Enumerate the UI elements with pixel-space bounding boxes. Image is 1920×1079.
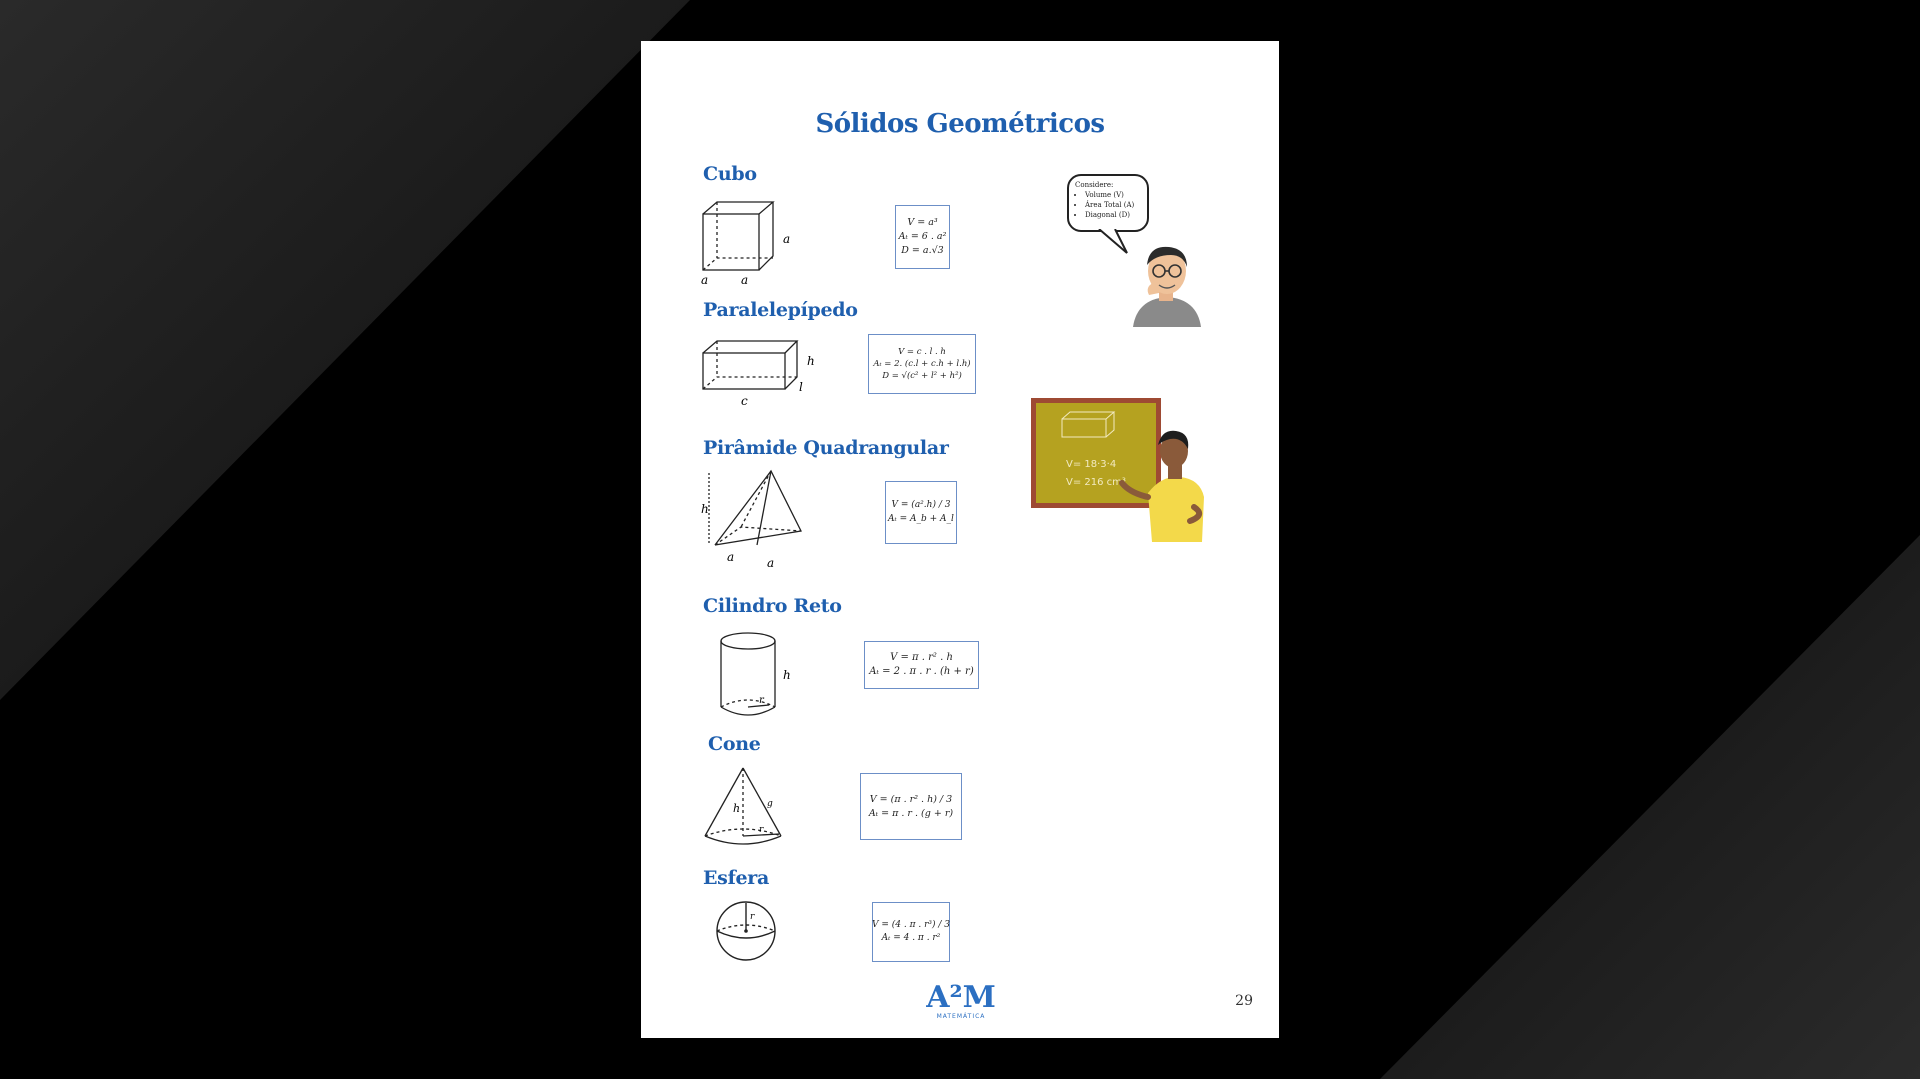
formula-box-paralelepipedo (868, 334, 976, 394)
parallelepiped-figure (701, 335, 821, 407)
parallelepiped-label-h: h (807, 354, 815, 368)
cylinder-figure (719, 631, 799, 721)
formula-box-cubo (895, 205, 950, 269)
pyramid-label-a-right: a (767, 556, 775, 570)
cube-label-a-bottom: a (741, 273, 749, 286)
pyramid-label-h: h (701, 502, 709, 516)
formula-cubo-diagonal: D = a.√3 (901, 244, 944, 256)
section-heading-cilindro: Cilindro Reto (703, 595, 842, 617)
cube-figure (699, 196, 799, 286)
bubble-item-volume: • Volume (V) (1085, 190, 1141, 200)
speech-bubble (1067, 174, 1149, 232)
formula-box-esfera (872, 902, 950, 962)
bubble-item-area: • Área Total (A) (1085, 200, 1141, 210)
formula-cone-area: Aₜ = π . r . (g + r) (868, 807, 954, 819)
cone-label-r: r (759, 825, 764, 835)
cone-label-g: g (767, 799, 773, 809)
cone-label-h: h (733, 802, 741, 815)
bubble-heading: Considere: (1075, 181, 1114, 189)
formula-paralelepipedo-volume: V = c . l . h (898, 346, 946, 357)
chalkboard-teacher-illustration (1030, 397, 1216, 542)
cone-figure (703, 766, 793, 852)
cylinder-label-h: h (783, 668, 791, 682)
cube-label-a-right: a (783, 232, 791, 246)
formula-box-cilindro (864, 641, 979, 689)
sphere-label-r: r (750, 912, 755, 922)
formula-piramide-volume: V = (a².h) / 3 (891, 500, 951, 511)
document-page (641, 41, 1279, 1038)
formula-box-piramide (885, 481, 957, 544)
logo-subtitle: MATEMÁTICA (936, 1013, 986, 1019)
a2m-logo (923, 977, 999, 1019)
parallelepiped-label-l: l (799, 380, 803, 394)
section-heading-cubo: Cubo (703, 163, 757, 185)
formula-cilindro-volume: V = π . r² . h (890, 651, 953, 663)
cube-label-a-left: a (701, 273, 709, 286)
chalkboard-line-2: V= 216 cm³ (1066, 477, 1126, 488)
formula-piramide-area: Aₜ = A_b + A_l (888, 513, 954, 524)
parallelepiped-label-c: c (741, 394, 748, 407)
thinking-man-illustration (1127, 241, 1207, 327)
formula-paralelepipedo-area: Aₜ = 2. (c.l + c.h + l.h) (873, 358, 971, 369)
section-heading-paralelepipedo: Paralelepípedo (703, 299, 858, 321)
cylinder-label-r: r (759, 695, 764, 706)
formula-esfera-volume: V = (4 . π . r³) / 3 (872, 919, 950, 930)
formula-cubo-area: Aₜ = 6 . a² (898, 231, 947, 243)
chalkboard-line-1: V= 18·3·4 (1066, 459, 1117, 470)
formula-box-cone (860, 773, 962, 840)
formula-cilindro-area: Aₜ = 2 . π . r . (h + r) (869, 666, 974, 677)
pyramid-figure (701, 469, 821, 573)
formula-cone-volume: V = (π . r² . h) / 3 (869, 793, 953, 805)
formula-esfera-area: Aₜ = 4 . π . r² (881, 933, 941, 943)
formula-paralelepipedo-diagonal: D = √(c² + l² + h²) (882, 371, 962, 382)
pyramid-label-a-left: a (727, 550, 735, 564)
section-heading-piramide: Pirâmide Quadrangular (703, 437, 949, 459)
section-heading-cone: Cone (708, 733, 761, 755)
formula-cubo-volume: V = a³ (907, 217, 938, 229)
page-title: Sólidos Geométricos (815, 109, 1105, 139)
bubble-item-diagonal: • Diagonal (D) (1085, 210, 1141, 220)
sphere-figure (715, 899, 781, 965)
section-heading-esfera: Esfera (703, 867, 769, 889)
logo-mark: A²M (926, 980, 996, 1015)
page-number: 29 (1235, 993, 1253, 1009)
